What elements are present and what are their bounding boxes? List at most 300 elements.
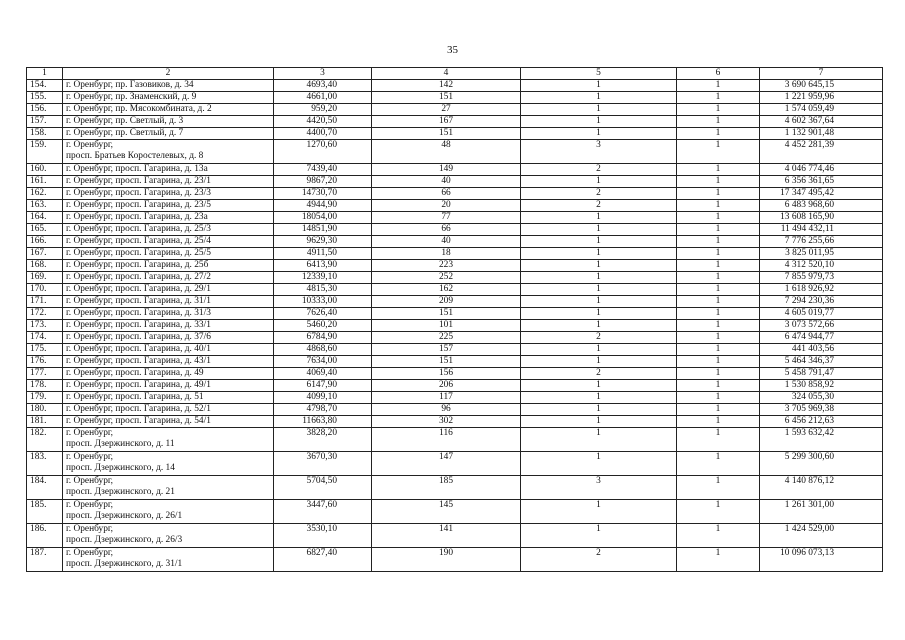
area-cell: 11663,80: [274, 416, 372, 428]
address-cell: [63, 428, 274, 452]
area-cell: 4944,90: [274, 200, 372, 212]
category-cell: 1: [521, 500, 677, 524]
address-line: просп. Дзержинского, д. 14: [66, 463, 175, 473]
residents-cell: 142: [372, 80, 521, 92]
area-cell: 4069,40: [274, 368, 372, 380]
area-cell: 6413,90: [274, 260, 372, 272]
residents-cell: 223: [372, 260, 521, 272]
address-cell: [63, 92, 274, 104]
address-line: г. Оренбург, просп. Гагарина, д. 37/6: [66, 332, 211, 342]
area-cell: 12339,10: [274, 272, 372, 284]
table-row: [27, 284, 883, 296]
flag-cell: 1: [677, 380, 760, 392]
row-number-cell: 164.: [27, 212, 63, 224]
category-cell: 1: [521, 260, 677, 272]
address-line: г. Оренбург, пр. Светлый, д. 3: [66, 116, 184, 126]
row-number-cell: 177.: [27, 368, 63, 380]
cost-cell: 3 690 645,15: [760, 80, 883, 92]
address-cell: [63, 416, 274, 428]
column-header: 4: [372, 68, 521, 80]
address-cell: [63, 80, 274, 92]
flag-cell: 1: [677, 260, 760, 272]
cost-cell: 7 294 230,36: [760, 296, 883, 308]
cost-cell: 1 221 959,96: [760, 92, 883, 104]
cost-cell: 324 055,30: [760, 392, 883, 404]
area-cell: 9867,20: [274, 176, 372, 188]
address-line: г. Оренбург, просп. Гагарина, д. 23/1: [66, 176, 211, 186]
table-row: [27, 452, 883, 476]
residents-cell: 20: [372, 200, 521, 212]
address-cell: [63, 500, 274, 524]
area-cell: 7439,40: [274, 164, 372, 176]
category-cell: 2: [521, 368, 677, 380]
flag-cell: 1: [677, 92, 760, 104]
address-line: г. Оренбург,: [66, 140, 114, 150]
category-cell: 1: [521, 236, 677, 248]
category-cell: 1: [521, 128, 677, 140]
category-cell: 1: [521, 224, 677, 236]
column-header: 1: [27, 68, 63, 80]
cost-cell: 6 474 944,77: [760, 332, 883, 344]
area-cell: 3828,20: [274, 428, 372, 452]
address-line: г. Оренбург, просп. Гагарина, д. 23/5: [66, 200, 211, 210]
row-number-cell: 167.: [27, 248, 63, 260]
area-cell: 4400,70: [274, 128, 372, 140]
address-cell: [63, 296, 274, 308]
flag-cell: 1: [677, 452, 760, 476]
category-cell: 1: [521, 92, 677, 104]
category-cell: 3: [521, 476, 677, 500]
address-cell: [63, 128, 274, 140]
address-line: г. Оренбург, просп. Гагарина, д. 43/1: [66, 356, 211, 366]
cost-cell: 3 825 011,95: [760, 248, 883, 260]
column-header: 3: [274, 68, 372, 80]
cost-cell: 6 356 361,65: [760, 176, 883, 188]
address-cell: [63, 164, 274, 176]
address-line: просп. Дзержинского, д. 21: [66, 487, 175, 497]
address-cell: [63, 104, 274, 116]
category-cell: 1: [521, 344, 677, 356]
cost-cell: 5 458 791,47: [760, 368, 883, 380]
address-cell: [63, 452, 274, 476]
category-cell: 2: [521, 548, 677, 572]
table-row: [27, 500, 883, 524]
row-number-cell: 173.: [27, 320, 63, 332]
category-cell: 1: [521, 452, 677, 476]
area-cell: 1270,60: [274, 140, 372, 164]
row-number-cell: 158.: [27, 128, 63, 140]
table-row: [27, 116, 883, 128]
flag-cell: 1: [677, 368, 760, 380]
table-row: [27, 356, 883, 368]
cost-cell: 4 452 281,39: [760, 140, 883, 164]
address-line: г. Оренбург, просп. Гагарина, д. 31/3: [66, 308, 211, 318]
address-line: г. Оренбург, просп. Гагарина, д. 49: [66, 368, 204, 378]
area-cell: 5460,20: [274, 320, 372, 332]
residents-cell: 147: [372, 452, 521, 476]
table-row: [27, 272, 883, 284]
category-cell: 1: [521, 524, 677, 548]
category-cell: 2: [521, 332, 677, 344]
table-row: [27, 260, 883, 272]
flag-cell: 1: [677, 200, 760, 212]
cost-cell: 1 261 301,00: [760, 500, 883, 524]
residents-cell: 77: [372, 212, 521, 224]
residents-cell: 116: [372, 428, 521, 452]
cost-cell: 5 299 300,60: [760, 452, 883, 476]
row-number-cell: 182.: [27, 428, 63, 452]
table-row: [27, 320, 883, 332]
column-header: 2: [63, 68, 274, 80]
address-cell: [63, 392, 274, 404]
flag-cell: 1: [677, 356, 760, 368]
residents-cell: 117: [372, 392, 521, 404]
flag-cell: 1: [677, 524, 760, 548]
flag-cell: 1: [677, 404, 760, 416]
residents-cell: 151: [372, 92, 521, 104]
row-number-cell: 162.: [27, 188, 63, 200]
area-cell: 4661,00: [274, 92, 372, 104]
cost-cell: 7 855 979,73: [760, 272, 883, 284]
row-number-cell: 157.: [27, 116, 63, 128]
area-cell: 6784,90: [274, 332, 372, 344]
address-cell: [63, 224, 274, 236]
cost-cell: 7 776 255,66: [760, 236, 883, 248]
area-cell: 9629,30: [274, 236, 372, 248]
address-line: г. Оренбург,: [66, 500, 114, 510]
area-cell: 4868,60: [274, 344, 372, 356]
category-cell: 1: [521, 380, 677, 392]
address-line: г. Оренбург, просп. Гагарина, д. 25/3: [66, 224, 211, 234]
address-cell: [63, 236, 274, 248]
table-row: [27, 92, 883, 104]
category-cell: 2: [521, 200, 677, 212]
address-line: г. Оренбург, просп. Гагарина, д. 25/5: [66, 248, 211, 258]
row-number-cell: 183.: [27, 452, 63, 476]
row-number-cell: 172.: [27, 308, 63, 320]
cost-cell: 1 530 858,92: [760, 380, 883, 392]
table-row: [27, 212, 883, 224]
category-cell: 1: [521, 392, 677, 404]
category-cell: 1: [521, 320, 677, 332]
row-number-cell: 181.: [27, 416, 63, 428]
flag-cell: 1: [677, 344, 760, 356]
category-cell: 1: [521, 212, 677, 224]
flag-cell: 1: [677, 128, 760, 140]
cost-cell: 11 494 432,11: [760, 224, 883, 236]
flag-cell: 1: [677, 212, 760, 224]
flag-cell: 1: [677, 224, 760, 236]
residents-cell: 157: [372, 344, 521, 356]
address-cell: [63, 212, 274, 224]
address-cell: [63, 248, 274, 260]
flag-cell: 1: [677, 332, 760, 344]
flag-cell: 1: [677, 308, 760, 320]
flag-cell: 1: [677, 500, 760, 524]
category-cell: 1: [521, 356, 677, 368]
address-line: г. Оренбург, просп. Гагарина, д. 31/1: [66, 296, 211, 306]
cost-cell: 3 705 969,38: [760, 404, 883, 416]
area-cell: 6147,90: [274, 380, 372, 392]
address-cell: [63, 320, 274, 332]
residents-cell: 66: [372, 224, 521, 236]
area-cell: 959,20: [274, 104, 372, 116]
category-cell: 1: [521, 428, 677, 452]
table-row: [27, 380, 883, 392]
area-cell: 4798,70: [274, 404, 372, 416]
area-cell: 18054,00: [274, 212, 372, 224]
address-line: г. Оренбург, просп. Гагарина, д. 29/1: [66, 284, 211, 294]
flag-cell: 1: [677, 392, 760, 404]
table-row: [27, 236, 883, 248]
address-line: г. Оренбург, просп. Гагарина, д. 13а: [66, 164, 208, 174]
address-line: г. Оренбург, просп. Гагарина, д. 49/1: [66, 380, 211, 390]
residents-cell: 151: [372, 128, 521, 140]
address-line: г. Оренбург, просп. Гагарина, д. 25/4: [66, 236, 211, 246]
address-cell: [63, 548, 274, 572]
category-cell: 1: [521, 176, 677, 188]
area-cell: 4420,50: [274, 116, 372, 128]
category-cell: 1: [521, 248, 677, 260]
address-cell: [63, 272, 274, 284]
address-cell: [63, 332, 274, 344]
address-line: просп. Дзержинского, д. 31/1: [66, 559, 183, 569]
row-number-cell: 169.: [27, 272, 63, 284]
cost-cell: 4 140 876,12: [760, 476, 883, 500]
cost-cell: 441 403,56: [760, 344, 883, 356]
row-number-cell: 166.: [27, 236, 63, 248]
cost-cell: 1 618 926,92: [760, 284, 883, 296]
residents-cell: 149: [372, 164, 521, 176]
residents-cell: 206: [372, 380, 521, 392]
address-line: г. Оренбург, просп. Гагарина, д. 27/2: [66, 272, 211, 282]
area-cell: 7626,40: [274, 308, 372, 320]
residents-cell: 141: [372, 524, 521, 548]
table-row: [27, 248, 883, 260]
area-cell: 7634,00: [274, 356, 372, 368]
residents-cell: 167: [372, 116, 521, 128]
area-cell: 4099,10: [274, 392, 372, 404]
flag-cell: 1: [677, 416, 760, 428]
category-cell: 1: [521, 104, 677, 116]
area-cell: 3530,10: [274, 524, 372, 548]
area-cell: 3447,60: [274, 500, 372, 524]
row-number-cell: 156.: [27, 104, 63, 116]
residents-cell: 40: [372, 176, 521, 188]
residents-cell: 225: [372, 332, 521, 344]
table-row: [27, 392, 883, 404]
row-number-cell: 179.: [27, 392, 63, 404]
address-line: г. Оренбург, просп. Гагарина, д. 23/3: [66, 188, 211, 198]
residents-cell: 302: [372, 416, 521, 428]
flag-cell: 1: [677, 320, 760, 332]
table-row: [27, 368, 883, 380]
area-cell: 4911,50: [274, 248, 372, 260]
cost-cell: 6 456 212,63: [760, 416, 883, 428]
cost-cell: 1 593 632,42: [760, 428, 883, 452]
residents-cell: 151: [372, 308, 521, 320]
residents-cell: 151: [372, 356, 521, 368]
address-line: г. Оренбург, просп. Гагарина, д. 25б: [66, 260, 209, 270]
area-cell: 6827,40: [274, 548, 372, 572]
cost-cell: 1 574 059,49: [760, 104, 883, 116]
row-number-cell: 174.: [27, 332, 63, 344]
flag-cell: 1: [677, 236, 760, 248]
residents-cell: 252: [372, 272, 521, 284]
area-cell: 14851,90: [274, 224, 372, 236]
address-cell: [63, 116, 274, 128]
address-line: г. Оренбург,: [66, 476, 114, 486]
cost-cell: 3 073 572,66: [760, 320, 883, 332]
row-number-cell: 184.: [27, 476, 63, 500]
category-cell: 3: [521, 140, 677, 164]
category-cell: 1: [521, 308, 677, 320]
residents-cell: 156: [372, 368, 521, 380]
row-number-cell: 163.: [27, 200, 63, 212]
table-row: [27, 128, 883, 140]
address-line: просп. Дзержинского, д. 26/3: [66, 535, 183, 545]
residents-cell: 96: [372, 404, 521, 416]
residents-cell: 209: [372, 296, 521, 308]
table-row: [27, 332, 883, 344]
table-row: [27, 548, 883, 572]
address-line: г. Оренбург, просп. Гагарина, д. 54/1: [66, 416, 211, 426]
address-line: г. Оренбург,: [66, 524, 114, 534]
address-cell: [63, 356, 274, 368]
row-number-cell: 171.: [27, 296, 63, 308]
address-line: г. Оренбург, просп. Гагарина, д. 40/1: [66, 344, 211, 354]
table-row: [27, 524, 883, 548]
address-line: г. Оренбург, просп. Гагарина, д. 23а: [66, 212, 208, 222]
residents-cell: 40: [372, 236, 521, 248]
cost-cell: 10 096 073,13: [760, 548, 883, 572]
address-line: г. Оренбург,: [66, 548, 114, 558]
flag-cell: 1: [677, 176, 760, 188]
table-row: [27, 416, 883, 428]
residents-cell: 66: [372, 188, 521, 200]
address-cell: [63, 188, 274, 200]
table-row: [27, 164, 883, 176]
category-cell: 2: [521, 188, 677, 200]
table-row: [27, 308, 883, 320]
address-cell: [63, 476, 274, 500]
cost-cell: 1 424 529,00: [760, 524, 883, 548]
residents-cell: 185: [372, 476, 521, 500]
row-number-cell: 175.: [27, 344, 63, 356]
table-row: [27, 176, 883, 188]
cost-cell: 4 046 774,46: [760, 164, 883, 176]
category-cell: 1: [521, 416, 677, 428]
area-cell: 4693,40: [274, 80, 372, 92]
table-row: [27, 104, 883, 116]
flag-cell: 1: [677, 104, 760, 116]
row-number-cell: 185.: [27, 500, 63, 524]
flag-cell: 1: [677, 284, 760, 296]
table-row: [27, 140, 883, 164]
row-number-cell: 168.: [27, 260, 63, 272]
row-number-cell: 186.: [27, 524, 63, 548]
address-cell: [63, 284, 274, 296]
area-cell: 14730,70: [274, 188, 372, 200]
category-cell: 1: [521, 80, 677, 92]
address-cell: [63, 380, 274, 392]
category-cell: 1: [521, 116, 677, 128]
row-number-cell: 170.: [27, 284, 63, 296]
flag-cell: 1: [677, 548, 760, 572]
residents-cell: 101: [372, 320, 521, 332]
address-line: г. Оренбург, пр. Знаменский, д. 9: [66, 92, 197, 102]
address-line: г. Оренбург, пр. Мясокомбината, д. 2: [66, 104, 212, 114]
registry-table: [26, 67, 883, 572]
column-header: 6: [677, 68, 760, 80]
address-line: г. Оренбург,: [66, 452, 114, 462]
table-row: [27, 188, 883, 200]
address-line: просп. Дзержинского, д. 26/1: [66, 511, 183, 521]
flag-cell: 1: [677, 116, 760, 128]
address-cell: [63, 368, 274, 380]
address-cell: [63, 260, 274, 272]
address-cell: [63, 176, 274, 188]
table-row: [27, 428, 883, 452]
address-line: г. Оренбург, просп. Гагарина, д. 52/1: [66, 404, 211, 414]
address-line: г. Оренбург,: [66, 428, 114, 438]
table-row: [27, 200, 883, 212]
row-number-cell: 178.: [27, 380, 63, 392]
cost-cell: 13 608 165,90: [760, 212, 883, 224]
row-number-cell: 154.: [27, 80, 63, 92]
cost-cell: 4 605 019,77: [760, 308, 883, 320]
address-cell: [63, 344, 274, 356]
row-number-cell: 161.: [27, 176, 63, 188]
address-cell: [63, 140, 274, 164]
category-cell: 1: [521, 296, 677, 308]
address-line: г. Оренбург, просп. Гагарина, д. 33/1: [66, 320, 211, 330]
cost-cell: 4 602 367,64: [760, 116, 883, 128]
flag-cell: 1: [677, 296, 760, 308]
address-line: г. Оренбург, просп. Гагарина, д. 51: [66, 392, 204, 402]
flag-cell: 1: [677, 164, 760, 176]
row-number-cell: 160.: [27, 164, 63, 176]
column-header: 5: [521, 68, 677, 80]
flag-cell: 1: [677, 140, 760, 164]
address-cell: [63, 404, 274, 416]
flag-cell: 1: [677, 428, 760, 452]
row-number-cell: 159.: [27, 140, 63, 164]
residents-cell: 145: [372, 500, 521, 524]
table-row: [27, 404, 883, 416]
address-line: г. Оренбург, пр. Светлый, д. 7: [66, 128, 184, 138]
table-row: [27, 80, 883, 92]
column-header: 7: [760, 68, 883, 80]
cost-cell: 6 483 968,60: [760, 200, 883, 212]
area-cell: 10333,00: [274, 296, 372, 308]
table-header-row: [27, 68, 883, 80]
cost-cell: 17 347 495,42: [760, 188, 883, 200]
address-line: просп. Дзержинского, д. 11: [66, 439, 175, 449]
page-number: 35: [447, 44, 458, 56]
area-cell: 3670,30: [274, 452, 372, 476]
residents-cell: 18: [372, 248, 521, 260]
address-cell: [63, 308, 274, 320]
row-number-cell: 180.: [27, 404, 63, 416]
address-line: г. Оренбург, пр. Газовиков, д. 34: [66, 80, 194, 90]
cost-cell: 5 464 346,37: [760, 356, 883, 368]
cost-cell: 1 132 901,48: [760, 128, 883, 140]
table-row: [27, 344, 883, 356]
residents-cell: 27: [372, 104, 521, 116]
residents-cell: 190: [372, 548, 521, 572]
row-number-cell: 176.: [27, 356, 63, 368]
